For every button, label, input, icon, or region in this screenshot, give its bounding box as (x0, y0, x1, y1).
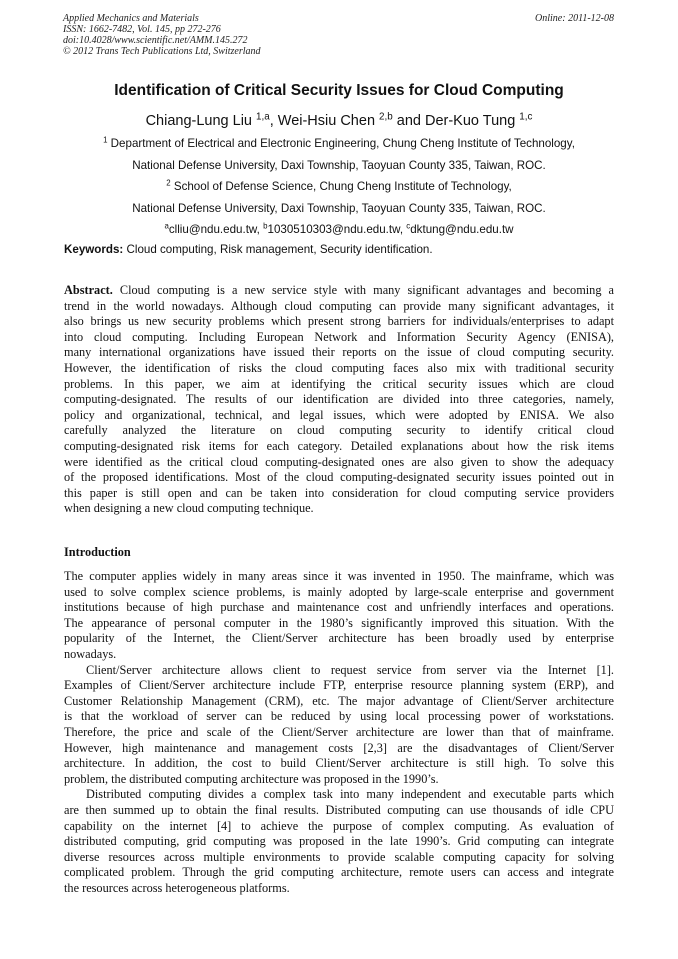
body-line: are then summed up to obtain the final results. Distributed computing can use thousands of idle CPU (64, 802, 614, 817)
abstract-line: into cloud computing. Including European Network and Information Security Agency (ENISA), (64, 329, 614, 344)
abstract-line: many international organizations have issued their reports on the issue of cloud computing security. (64, 345, 614, 360)
body-line: capability on the internet [4] to achieve the purpose of complex computing. As evaluation of (64, 818, 614, 833)
author-superscript: 2,b (379, 111, 393, 123)
abstract-text: Cloud computing is a new service style with many significant advantages and becoming a (112, 283, 614, 297)
body-line: institutions because of high purchase and maintenance cost and unfriendly interfaces and operations. (64, 600, 614, 615)
author-superscript: 1,a (256, 111, 270, 123)
abstract-line: carefully analyzed the literature on cloud computing security to identify critical cloud (64, 423, 614, 438)
copyright-line: © 2012 Trans Tech Publications Ltd, Switzerland (63, 46, 261, 57)
email-superscript: c (406, 221, 411, 231)
abstract-line: policy and organizational, technical, and legal issues, which were adopted by ENISA. We also (64, 407, 614, 422)
email-superscript: b (263, 221, 268, 231)
body-line: used to solve complex science problems, is mainly adopted by large-scale enterprise and government (64, 584, 614, 599)
author-separator: , (269, 113, 278, 129)
abstract-line (64, 283, 614, 299)
abstract-label: Abstract. (64, 283, 113, 297)
keywords-text: Cloud computing, Risk management, Security identification. (123, 243, 433, 256)
author-name: Chiang-Lung Liu (145, 113, 257, 129)
email-address: dktung@ndu.edu.tw (410, 223, 514, 236)
email-address: 1030510303@ndu.edu.tw, (267, 223, 407, 236)
affiliation-text: School of Defense Science, Chung Cheng Institute of Technology, (170, 180, 512, 193)
body-line: Client/Server architecture allows client to request service from server via the Internet [1]. (86, 662, 614, 677)
affiliation-number: 1 (103, 135, 108, 145)
abstract-line: trend in the world nowadays. Although cloud computing can provide many significant advantages, it (64, 298, 614, 313)
body-line: nowadays. (64, 646, 117, 661)
body-line: the resources across heterogeneous platforms. (64, 880, 290, 895)
abstract-paragraph (64, 283, 614, 517)
body-line: However, high maintenance and management costs [2,3] are the disadvantages of Client/Server (64, 740, 614, 755)
abstract-line: However, the identification of risks the cloud computing faces also mix with traditional security (64, 360, 614, 375)
author-line (40, 113, 638, 129)
email-line (40, 223, 638, 236)
body-line: popularity of the Internet, the Client/Server architecture has been broadly used by enterprise (64, 631, 614, 646)
body-line: complicated problem. Through the grid computing architecture, remote users can access and integrate (64, 865, 614, 880)
body-line: Examples of Client/Server architecture include FTP, enterprise resource planning system (ERP), and (64, 678, 614, 693)
body-line: is that the workload of server can be reduced by using local processing power of workstations. (64, 709, 614, 724)
body-line: The computer applies widely in many areas since it was invented in 1950. The mainframe, which was (64, 569, 614, 583)
body-line: Customer Relationship Management (CRM), etc. The major advantage of Client/Server architecture (64, 693, 614, 708)
abstract-line: computing-designated. The results of our identification are divided into three categories, namely, (64, 392, 614, 407)
affiliation-number: 2 (166, 178, 171, 188)
abstract-line: problems. In this paper, we aim at identifying the critical security issues which are cloud (64, 376, 614, 391)
body-line: Therefore, the price and scale of the Client/Server architecture are lower than that of mainframe. (64, 724, 614, 739)
body-line: problem, the distributed computing architecture was proposed in the 1990’s. (64, 771, 439, 786)
affiliation-1-line-1 (40, 137, 638, 150)
author-name: Wei-Hsiu Chen (277, 113, 380, 129)
abstract-line: also brings us new security problems which present strong barriers for individuals/enterprises to adapt (64, 314, 614, 329)
introduction-body (64, 569, 614, 896)
affiliation-1-line-2: National Defense University, Daxi Township, Taoyuan County 335, Taiwan, ROC. (132, 159, 546, 172)
abstract-line: when designing a new cloud computing technique. (64, 501, 314, 516)
body-line: diverse resources across multiple environments to provide scalable computing capacity for solving (64, 849, 614, 864)
affiliation-2-line-2: National Defense University, Daxi Township, Taoyuan County 335, Taiwan, ROC. (132, 202, 546, 215)
author-superscript: 1,c (519, 111, 533, 123)
journal-name: Applied Mechanics and Materials (63, 13, 199, 24)
issn-line: ISSN: 1662-7482, Vol. 145, pp 272-276 (63, 24, 221, 35)
abstract-line: were identified as the critical cloud computing-designated ones are also given to show the adequacy (64, 454, 614, 469)
author-separator: and (392, 113, 425, 129)
body-line: Distributed computing divides a complex task into many independent and executable parts which (86, 787, 614, 802)
journal-header (63, 13, 261, 57)
paper-title: Identification of Critical Security Issues for Cloud Computing (114, 82, 564, 99)
affiliation-2-line-1 (40, 180, 638, 193)
body-line: The appearance of personal computer in the 1980’s significantly improved this situation. With the (64, 615, 614, 630)
email-address: clliu@ndu.edu.tw, (168, 223, 264, 236)
body-line: architecture. In addition, the cost to build Client/Server architecture is still high. To solve this (64, 756, 614, 771)
keywords-line (64, 243, 433, 256)
author-name: Der-Kuo Tung (424, 113, 520, 129)
keywords-label: Keywords: (64, 243, 124, 256)
section-heading-introduction: Introduction (64, 545, 131, 559)
body-line: distributed computing, grid computing was proposed in the late 1990’s. Grid computing can integrate (64, 834, 614, 849)
abstract-line: of the proposed identifications. Most of the cloud computing-designated security issues pointed out in (64, 470, 614, 485)
email-superscript: a (164, 221, 169, 231)
online-date: Online: 2011-12-08 (535, 13, 614, 24)
abstract-line: this paper is still open and can be taken into consideration for cloud computing service providers (64, 485, 614, 500)
abstract-line: computing-designated risk items for each category. Detailed explanations about how the risk items (64, 438, 614, 453)
doi-line: doi:10.4028/www.scientific.net/AMM.145.272 (63, 35, 248, 46)
affiliation-text: Department of Electrical and Electronic Engineering, Chung Cheng Institute of Technology, (107, 137, 575, 150)
